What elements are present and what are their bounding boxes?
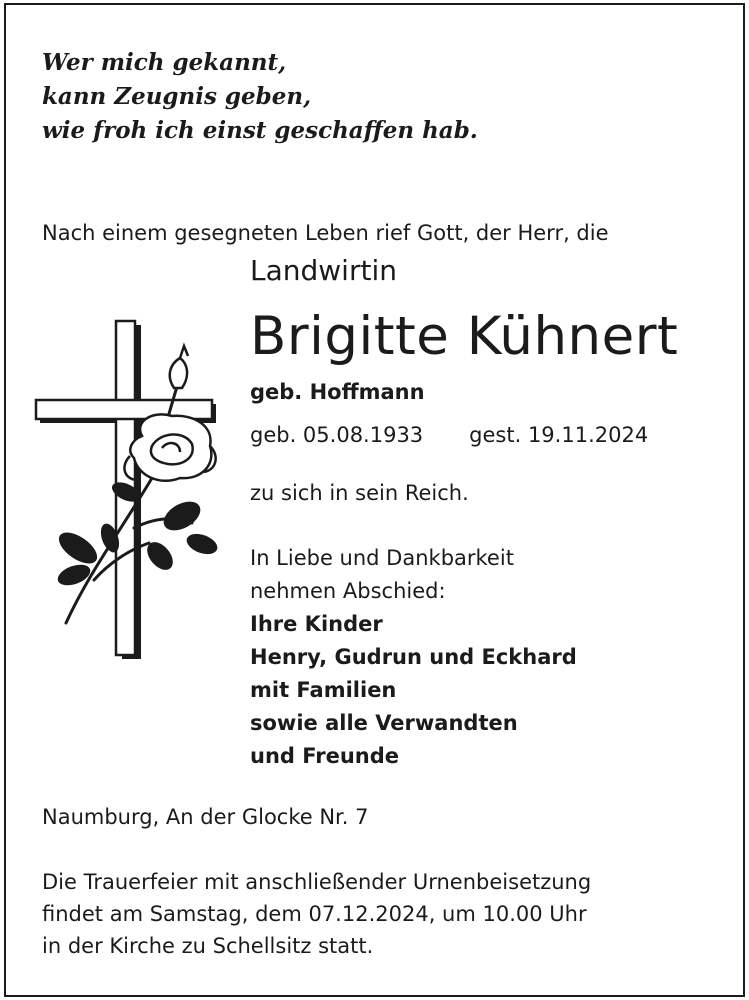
address: Naumburg, An der Glocke Nr. 7 [42, 805, 369, 829]
farewell-block [250, 542, 577, 773]
closing-phrase: zu sich in sein Reich. [250, 481, 469, 505]
birth-date: geb. 05.08.1933 [250, 423, 424, 447]
mourner-line: mit Familien [250, 678, 397, 702]
poem-line: Wer mich gekannt, [42, 49, 287, 76]
mourner-line: und Freunde [250, 744, 400, 768]
farewell-line: In Liebe und Dankbarkeit [250, 546, 514, 570]
intro-text: Nach einem gesegneten Leben rief Gott, der Herr, die [42, 221, 609, 245]
death-date: gest. 19.11.2024 [469, 423, 649, 447]
occupation: Landwirtin [250, 254, 397, 287]
maiden-name: geb. Hoffmann [250, 380, 425, 404]
deceased-name: Brigitte Kühnert [250, 306, 679, 367]
service-line: findet am Samstag, dem 07.12.2024, um 10.00 Uhr [42, 902, 587, 926]
cross-with-rose-icon [34, 318, 220, 663]
rosebud [170, 346, 188, 388]
life-dates [250, 423, 648, 447]
memorial-poem [42, 46, 478, 148]
mourner-line: Ihre Kinder [250, 612, 383, 636]
poem-line: kann Zeugnis geben, [42, 83, 312, 110]
farewell-line: nehmen Abschied: [250, 579, 446, 603]
mourner-line: Henry, Gudrun und Eckhard [250, 645, 577, 669]
poem-line: wie froh ich einst geschaffen hab. [42, 117, 478, 144]
mourner-line: sowie alle Verwandten [250, 711, 518, 735]
funeral-service-info [42, 866, 591, 962]
service-line: Die Trauerfeier mit anschließender Urnenbeisetzung [42, 870, 592, 894]
service-line: in der Kirche zu Schellsitz statt. [42, 934, 374, 958]
